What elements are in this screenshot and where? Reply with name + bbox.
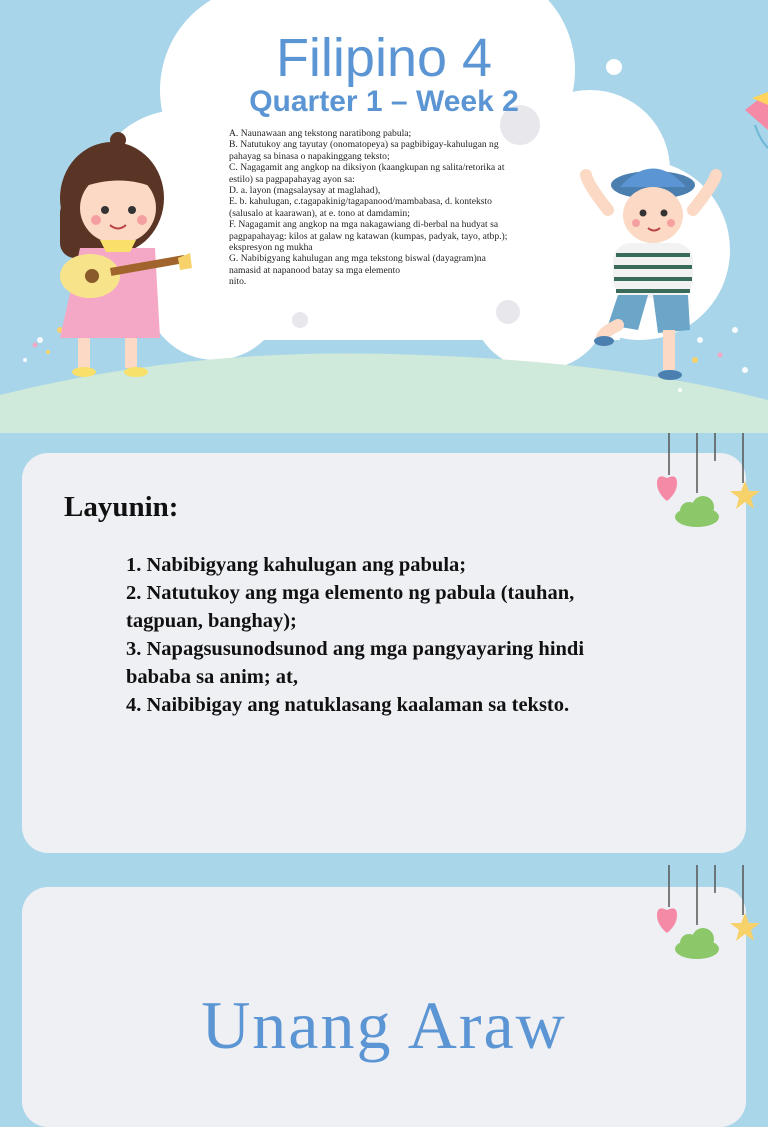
moon-icon: [714, 895, 727, 921]
moon-icon: [714, 463, 727, 489]
cloud-icon: [675, 928, 719, 959]
competency-line: estilo) sa pagpapahayag ayon sa:: [229, 173, 355, 185]
objective-item: 1. Nabibigyang kahulugan ang pabula;: [126, 554, 467, 576]
page-subtitle: Quarter 1 – Week 2: [249, 85, 519, 118]
competency-line: F. Nagagamit ang angkop na mga nakagawiang di-berbal na hudyat sa: [229, 219, 499, 231]
competency-line: (salusalo at kaarawan), at e. tono at damdamin;: [229, 207, 410, 219]
competency-line: B. Natutukoy ang tayutay (onomatopeya) sa pagbibigay-kahulugan ng: [229, 139, 499, 151]
competency-line: namasid at napanood batay sa mga elemento: [229, 264, 401, 276]
heart-icon: [657, 908, 677, 933]
title-slide: [0, 0, 768, 433]
competency-line: E. b. kahulugan, c.tagapakinig/tagapanood/mambabasa, d. konteksto: [229, 196, 492, 208]
competency-list: [229, 128, 559, 288]
day-slide: [0, 879, 768, 1063]
competency-line: A. Naunawaan ang tekstong naratibong pabula;: [229, 128, 412, 139]
cloud-icon: [675, 496, 719, 527]
hanging-mobile-decoration: [645, 865, 768, 975]
competency-line: C. Nagagamit ang angkop na diksiyon (kaangkupan ng salita/retorika at: [229, 162, 505, 174]
competency-line: G. Nabibigyang kahulugan ang mga tekstong biswal (dayagram)na: [229, 253, 486, 265]
objective-item: 2. Natutukoy ang mga elemento ng pabula (tauhan, tagpuan, banghay);: [126, 582, 575, 632]
page-title: Filipino 4: [275, 28, 493, 88]
competency-line: nito.: [229, 276, 247, 288]
competency-line: pagpapahayag: kilos at galaw ng katawan (kumpas, padyak, tayo, atbp.);: [229, 230, 508, 242]
objectives-list: [126, 551, 646, 719]
competency-line: ekspresyon ng mukha: [229, 242, 313, 254]
star-icon: [730, 481, 760, 509]
objective-item: 4. Naibibigay ang natuklasang kaalaman sa teksto.: [126, 694, 570, 716]
competency-line: pahayag sa binasa o napakinggang teksto;: [229, 150, 390, 162]
objectives-slide: [0, 433, 768, 879]
girl-with-ukulele-illustration: [50, 128, 200, 383]
hanging-mobile-decoration: [645, 433, 768, 543]
objective-item: 3. Napagsusunodsunod ang mga pangyayaring hindi bababa sa anim; at,: [126, 638, 585, 688]
day-title: Unang Araw: [201, 987, 567, 1063]
star-icon: [730, 913, 760, 941]
objectives-heading: Layunin:: [64, 491, 179, 523]
heart-icon: [657, 476, 677, 501]
competency-line: D. a. layon (magsalaysay at maglahad),: [229, 185, 381, 197]
boy-dancing-illustration: [578, 165, 728, 395]
